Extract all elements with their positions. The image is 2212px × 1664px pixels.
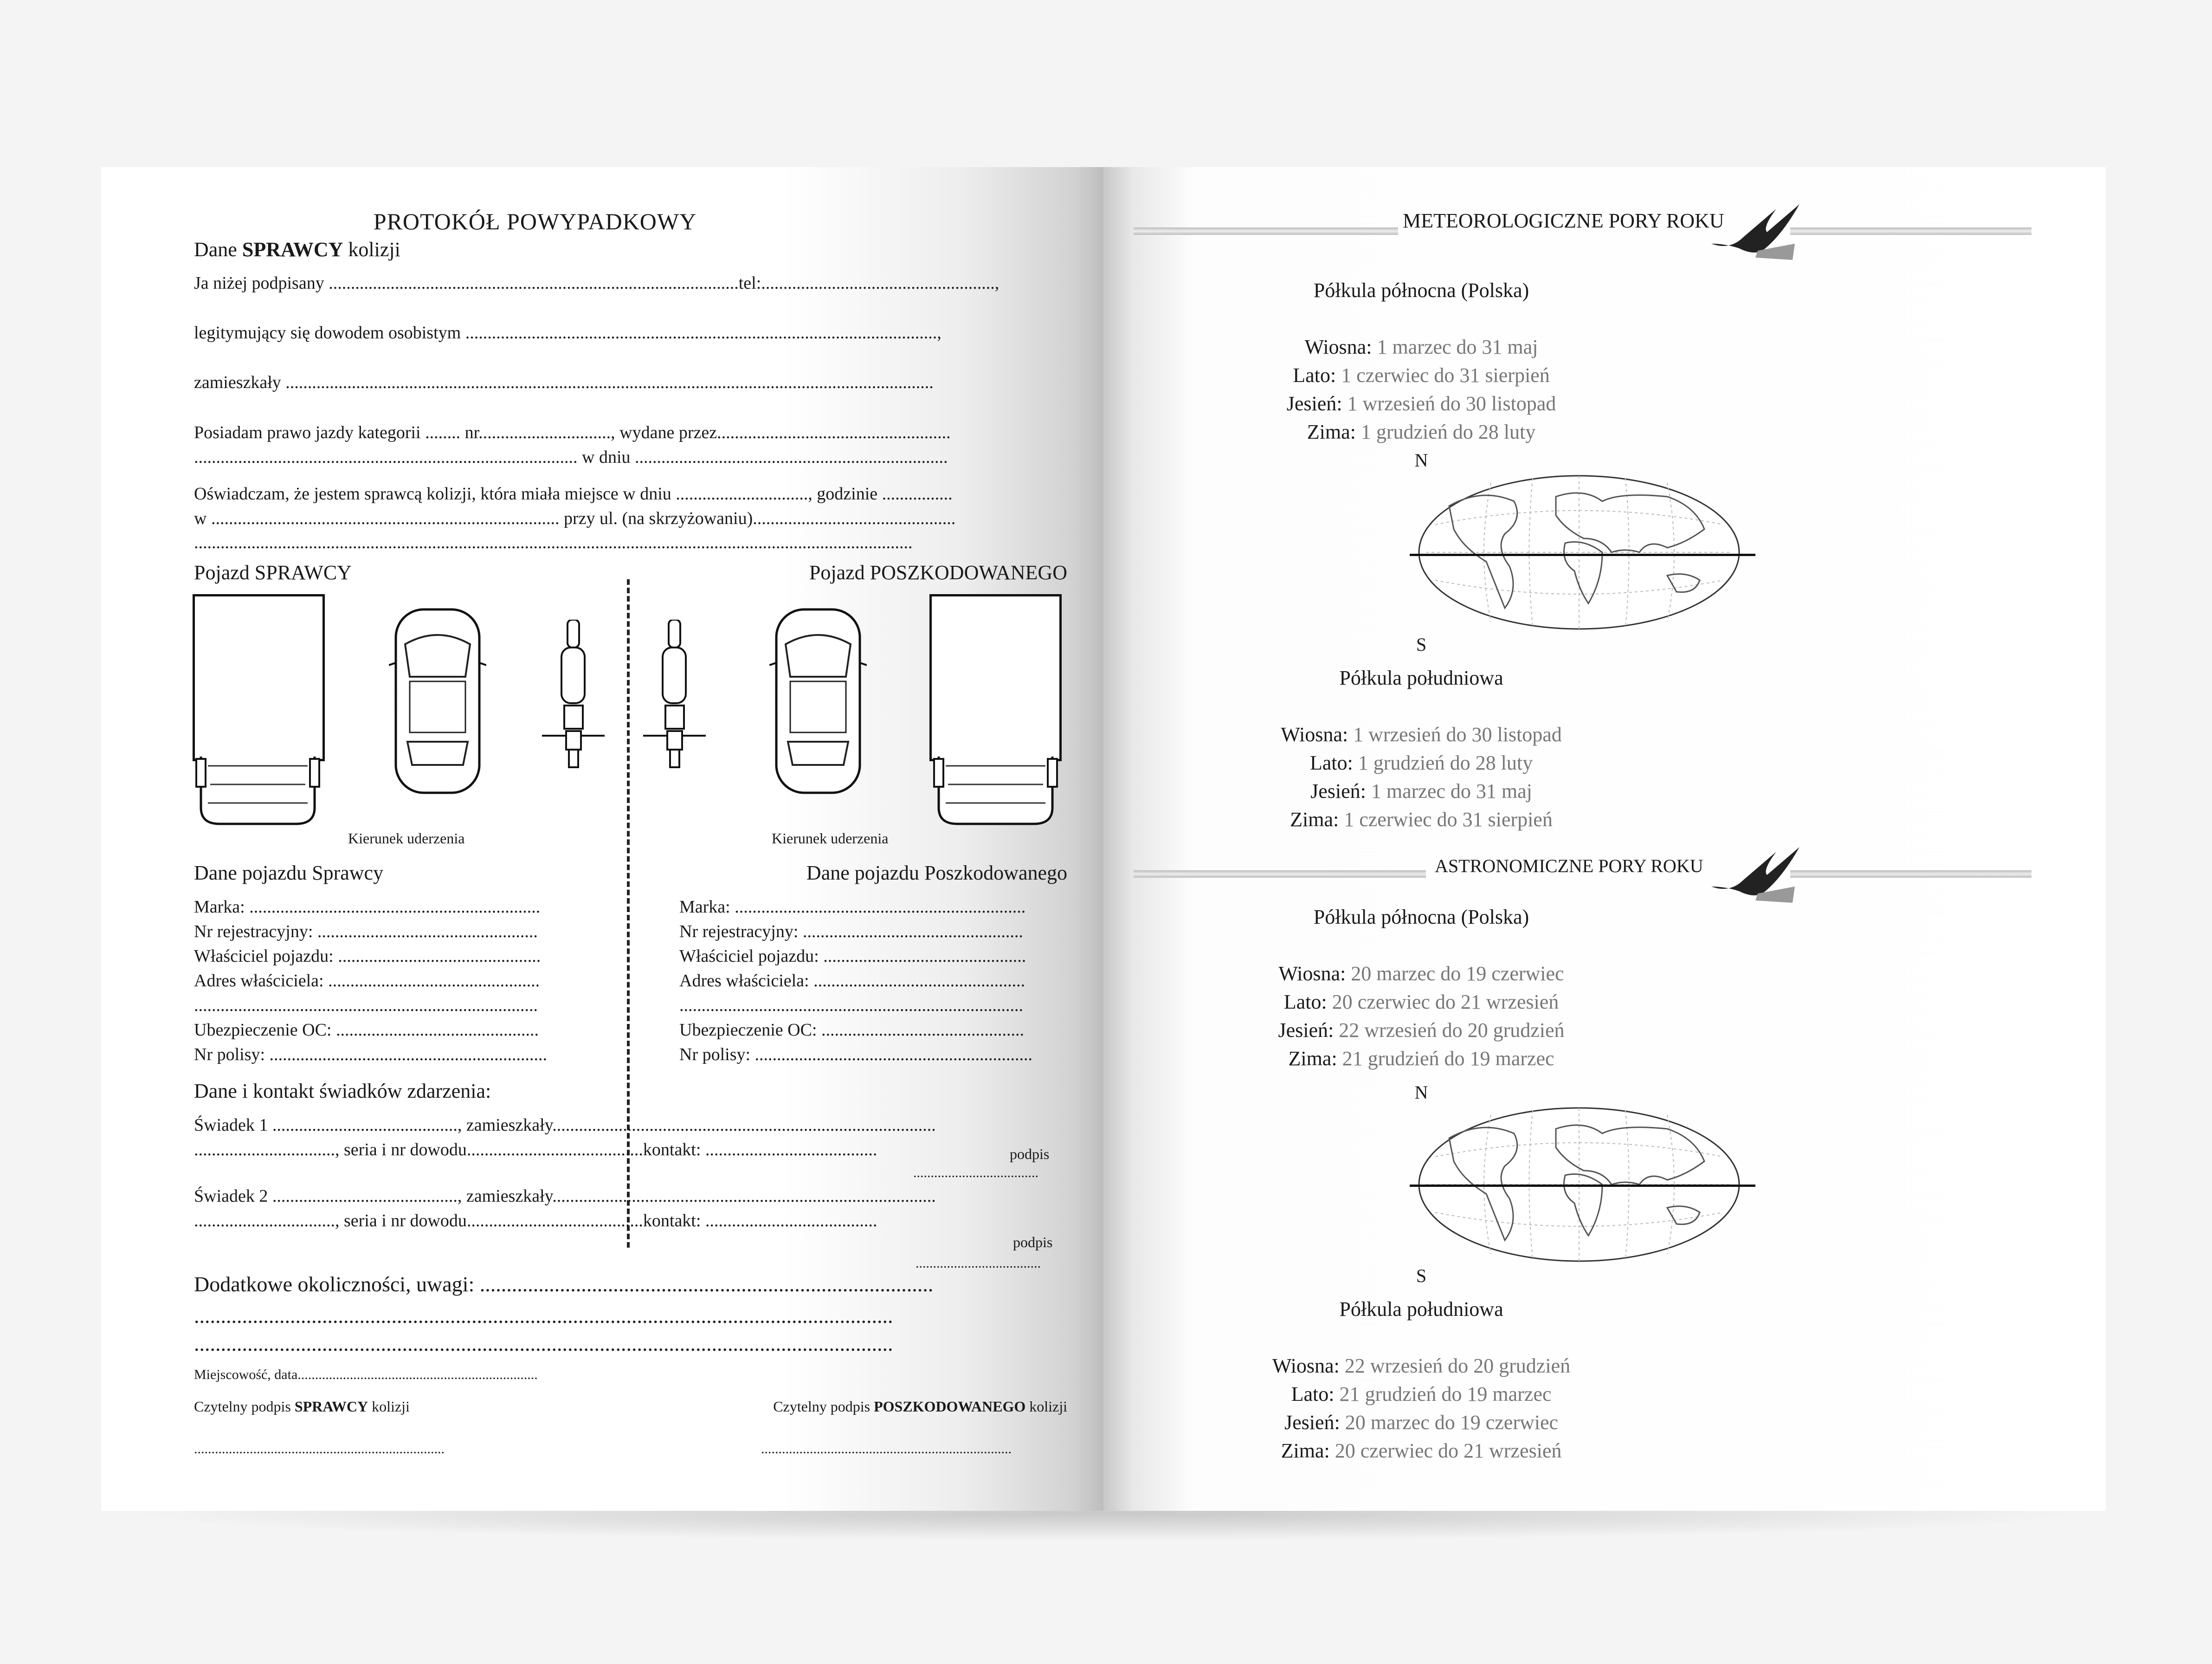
witness-2-signature-label: podpis [1013,1234,1053,1250]
met-south-winter [1103,808,1739,831]
perp-field-make: Marka: .................................................................. [194,897,541,917]
equator-line-2 [1410,1185,1755,1187]
victim-vehicle-data-heading: Dane pojazdu Poszkodowanego [806,861,1067,884]
motorcycle-left-icon [542,620,605,768]
astronomical-heading: ASTRONOMICZNE PORY ROKU [1435,855,1703,876]
met-north-spring [1103,335,1739,359]
witness-1-signature-label: podpis [1010,1146,1050,1162]
truck-cargo-box-left [193,594,325,761]
right-page [1103,167,2106,1511]
season-value: 20 marzec do 19 czerwiec [1345,1411,1559,1434]
victim-field-registration: Nr rejestracyjny: .................................................. [679,922,1023,941]
season-value: 1 wrzesień do 30 listopad [1353,723,1562,746]
season-value: 1 wrzesień do 30 listopad [1347,392,1556,415]
season-value: 1 czerwiec do 31 sierpień [1341,364,1550,387]
form-line-4: Posiadam prawo jazdy kategorii ........ nr.............................., wydane przez..................................................... [194,423,951,442]
witness-1-line-a: Świadek 1 .........................................., zamieszkały....................................................................................... [194,1115,936,1135]
truck-cargo-box-right [929,594,1062,761]
met-south-autumn [1103,779,1739,803]
season-label: Lato: [1283,991,1327,1013]
season-label: Wiosna: [1304,336,1372,358]
ast-north-summer [1103,990,1739,1014]
met-south-spring [1103,723,1739,746]
perp-field-registration: Nr rejestracyjny: .................................................. [194,922,538,941]
header-rule-right-1 [1790,227,2031,235]
season-label: Wiosna: [1281,723,1348,746]
header-rule-left-1 [1134,227,1398,235]
season-value: 21 grudzień do 19 marzec [1342,1047,1554,1070]
impact-direction-label-right: Kierunek uderzenia [772,830,889,847]
season-value: 1 grudzień do 28 luty [1361,421,1536,443]
ast-south-spring [1103,1354,1739,1378]
victim-field-make: Marka: .................................................................. [679,897,1026,917]
car-top-view-left-icon [389,607,486,795]
season-value: 22 wrzesień do 20 grudzień [1344,1354,1571,1377]
season-label: Zima: [1290,808,1339,831]
swallow-ornament-icon [1711,200,1804,260]
truck-cab-left-icon [194,757,322,826]
form-line-2: legitymujący się dowodem osobistym ..........................................................................................................., [194,323,942,343]
perp-field-address-cont: .............................................................................. [194,996,538,1015]
form-line-5: ....................................................................................... w dniu ....................................................................... [194,447,948,467]
ast-north-autumn [1103,1018,1739,1042]
ast-south-title: Półkula południowa [1339,1298,1503,1321]
met-north-title: Półkula północna (Polska) [1313,279,1529,302]
perpetrator-heading [194,238,400,261]
season-value: 1 czerwiec do 31 sierpień [1344,808,1553,831]
season-label: Jesień: [1310,780,1366,803]
victim-field-policy: Nr polisy: ............................................................... [679,1045,1033,1064]
south-marker-1: S [1416,634,1427,655]
season-label: Zima: [1307,421,1356,443]
met-north-summer [1103,363,1739,387]
perp-sign-post: kolizji [368,1398,410,1415]
ast-south-winter [1103,1439,1739,1463]
season-label: Zima: [1281,1439,1330,1462]
witness-1-signature-line: .................................... [913,1165,1038,1180]
ast-north-title: Półkula północna (Polska) [1313,906,1529,928]
season-value: 20 czerwiec do 21 wrzesień [1332,991,1559,1013]
season-label: Lato: [1291,1383,1335,1405]
meteorological-heading: METEOROLOGICZNE PORY ROKU [1403,209,1724,232]
header-rule-right-2 [1790,870,2031,878]
season-value: 1 marzec do 31 maj [1377,336,1538,358]
car-top-view-right-icon [769,607,867,795]
victim-signature-line: ........................................................................ [761,1441,1012,1457]
season-label: Jesień: [1278,1019,1334,1042]
perp-signature-line: ........................................................................ [194,1441,445,1457]
form-line-8: ................................................................................................................................................................... [194,533,913,552]
victim-field-owner-address: Adres właściciela: ................................................ [679,971,1025,991]
extra-remarks-line-2: ................................................................................................................................... [194,1332,893,1355]
season-value: 1 marzec do 31 maj [1371,780,1532,803]
season-label: Wiosna: [1272,1354,1340,1377]
season-value: 21 grudzień do 19 marzec [1339,1383,1552,1405]
equator-line-1 [1410,554,1755,556]
perp-field-insurance: Ubezpieczenie OC: .............................................. [194,1020,539,1040]
perp-vehicle-data-heading: Dane pojazdu Sprawcy [194,861,384,884]
truck-cab-right-icon [932,757,1059,826]
north-marker-1: N [1414,450,1428,471]
swallow-ornament-2-icon [1711,842,1804,903]
impact-direction-label-left: Kierunek uderzenia [348,830,465,847]
season-label: Jesień: [1284,1411,1340,1434]
perp-sign-bold: SPRAWCY [294,1398,368,1415]
season-value: 22 wrzesień do 20 grudzień [1339,1019,1565,1042]
vehicle-perpetrator-label: Pojazd SPRAWCY [194,561,352,584]
season-label: Wiosna: [1278,962,1346,985]
extra-remarks-heading: Dodatkowe okoliczności, uwagi: ..................................................................................... [194,1272,934,1296]
perp-field-owner-address: Adres właściciela: ................................................ [194,971,540,991]
extra-remarks-line-1: ................................................................................................................................... [194,1304,893,1327]
north-marker-2: N [1414,1082,1428,1103]
motorcycle-right-icon [643,620,706,768]
season-label: Lato: [1309,751,1353,774]
season-label: Zima: [1288,1047,1337,1070]
victim-field-insurance: Ubezpieczenie OC: .............................................. [679,1020,1024,1040]
victim-sign-post: kolizji [1025,1398,1067,1415]
witnesses-heading: Dane i kontakt świadków zdarzenia: [194,1080,491,1102]
form-line-7: w ............................................................................... przy ul. (na skrzyżowaniu).............................................. [194,509,956,528]
witness-1-line-b: ................................, seria i nr dowodu........................................kontakt: ....................................... [194,1140,877,1159]
ast-south-autumn [1103,1411,1739,1434]
perp-heading-pre: Dane [194,238,242,261]
victim-sign-pre: Czytelny podpis [773,1398,874,1415]
season-value: 20 marzec do 19 czerwiec [1351,962,1564,985]
ast-north-spring [1103,962,1739,985]
season-value: 20 czerwiec do 21 wrzesień [1335,1439,1562,1462]
page-title: PROTOKÓŁ POWYPADKOWY [373,208,697,234]
form-line-6: Oświadczam, że jestem sprawcą kolizji, która miała miejsce w dniu .............................., godzinie ................ [194,484,953,504]
form-line-1: Ja niżej podpisany .............................................................................................tel:....................................................., [194,273,1000,293]
met-south-summer [1103,751,1739,775]
witness-2-signature-line: .................................... [916,1256,1041,1271]
met-north-autumn [1103,392,1739,415]
witness-2-line-b: ................................, seria i nr dowodu........................................kontakt: ....................................... [194,1211,877,1230]
met-south-title: Półkula południowa [1339,667,1503,689]
met-north-winter [1103,420,1739,444]
perp-field-owner: Właściciel pojazdu: .............................................. [194,946,541,966]
perp-signature-caption [194,1398,410,1415]
perp-field-policy: Nr polisy: ............................................................... [194,1045,548,1064]
south-marker-2: S [1416,1265,1427,1286]
world-map-1-icon [1407,469,1751,636]
vehicle-victim-label: Pojazd POSZKODOWANEGO [809,561,1067,584]
victim-signature-caption [773,1398,1067,1415]
perp-sign-pre: Czytelny podpis [194,1398,295,1415]
form-line-3: zamieszkały ................................................................................................................................................... [194,373,934,392]
ast-south-summer [1103,1382,1739,1406]
ast-north-winter [1103,1047,1739,1070]
left-page [101,167,1103,1511]
victim-sign-bold: POSZKODOWANEGO [874,1398,1026,1415]
victim-field-owner: Właściciel pojazdu: .............................................. [679,946,1026,966]
victim-field-address-cont: .............................................................................. [679,996,1023,1015]
header-rule-left-2 [1134,870,1426,878]
season-label: Lato: [1293,364,1336,387]
season-label: Jesień: [1286,392,1342,415]
place-date-field: Miejscowość, data..................................................................... [194,1367,538,1382]
season-value: 1 grudzień do 28 luty [1358,751,1533,774]
perp-heading-post: kolizji [343,238,400,261]
witness-2-line-a: Świadek 2 .........................................., zamieszkały....................................................................................... [194,1186,936,1206]
perp-heading-bold: SPRAWCY [242,238,343,261]
